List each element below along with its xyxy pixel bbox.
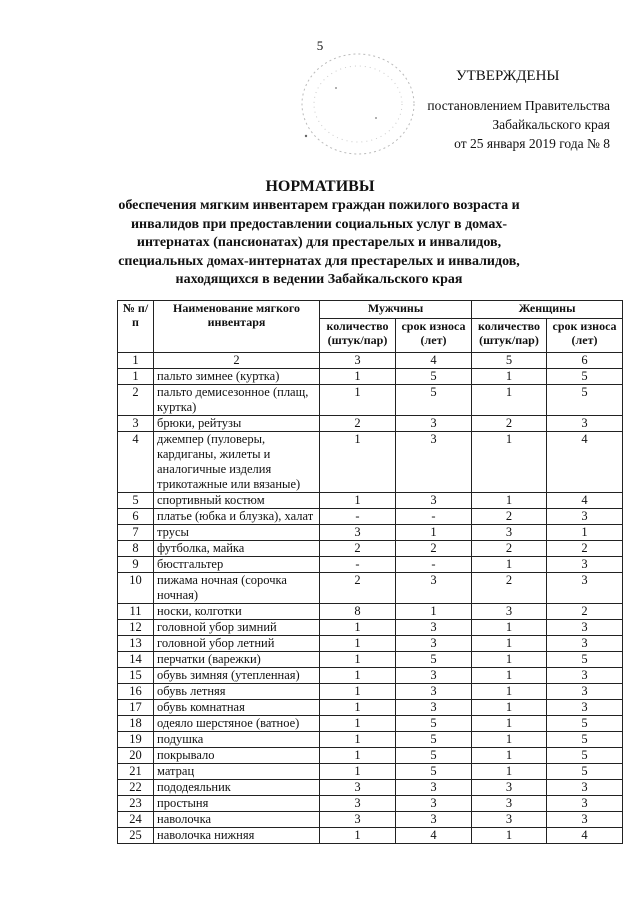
men-quantity: 1: [320, 620, 396, 636]
table-row: [118, 620, 623, 636]
women-quantity: 3: [472, 780, 547, 796]
table-row: [118, 732, 623, 748]
women-quantity: 1: [472, 828, 547, 844]
men-term: 5: [396, 732, 472, 748]
row-number: 3: [118, 416, 154, 432]
men-quantity: 1: [320, 668, 396, 684]
men-quantity: 1: [320, 432, 396, 493]
header-men-term: срок износа (лет): [396, 319, 472, 353]
women-term: 2: [547, 604, 623, 620]
header-women-term: срок износа (лет): [547, 319, 623, 353]
men-quantity: 1: [320, 385, 396, 416]
row-number: 14: [118, 652, 154, 668]
column-numbering-row: [118, 353, 623, 369]
col-number: 4: [396, 353, 472, 369]
item-name: пододеяльник: [154, 780, 320, 796]
women-term: 3: [547, 780, 623, 796]
women-term: 3: [547, 636, 623, 652]
women-term: 3: [547, 509, 623, 525]
women-term: 5: [547, 652, 623, 668]
men-term: 5: [396, 652, 472, 668]
women-quantity: 2: [472, 573, 547, 604]
row-number: 8: [118, 541, 154, 557]
women-quantity: 1: [472, 620, 547, 636]
table-row: [118, 509, 623, 525]
row-number: 15: [118, 668, 154, 684]
item-name: пальто демисезонное (плащ, куртка): [154, 385, 320, 416]
row-number: 22: [118, 780, 154, 796]
table-row: [118, 557, 623, 573]
header-num: № п/п: [118, 301, 154, 353]
women-quantity: 3: [472, 796, 547, 812]
item-name: наволочка: [154, 812, 320, 828]
women-term: 3: [547, 700, 623, 716]
women-term: 5: [547, 764, 623, 780]
men-quantity: 1: [320, 748, 396, 764]
men-term: 3: [396, 493, 472, 509]
approval-decree: [427, 96, 610, 153]
women-term: 5: [547, 716, 623, 732]
row-number: 12: [118, 620, 154, 636]
row-number: 4: [118, 432, 154, 493]
men-term: 3: [396, 780, 472, 796]
men-quantity: 1: [320, 732, 396, 748]
item-name: пижама ночная (сорочка ночная): [154, 573, 320, 604]
men-term: 3: [396, 700, 472, 716]
row-number: 1: [118, 369, 154, 385]
men-term: -: [396, 509, 472, 525]
men-quantity: 2: [320, 573, 396, 604]
table-row: [118, 416, 623, 432]
row-number: 13: [118, 636, 154, 652]
women-quantity: 1: [472, 557, 547, 573]
women-quantity: 2: [472, 509, 547, 525]
men-term: -: [396, 557, 472, 573]
women-term: 3: [547, 557, 623, 573]
men-term: 5: [396, 748, 472, 764]
men-quantity: -: [320, 557, 396, 573]
women-term: 3: [547, 620, 623, 636]
men-quantity: 1: [320, 652, 396, 668]
men-quantity: 1: [320, 636, 396, 652]
item-name: бюстгальтер: [154, 557, 320, 573]
item-name: покрывало: [154, 748, 320, 764]
item-name: брюки, рейтузы: [154, 416, 320, 432]
approval-line-2: Забайкальского края: [492, 117, 610, 132]
women-term: 3: [547, 416, 623, 432]
women-quantity: 2: [472, 541, 547, 557]
page-number: 5: [316, 38, 324, 53]
men-quantity: 1: [320, 700, 396, 716]
men-quantity: 3: [320, 525, 396, 541]
men-term: 5: [396, 716, 472, 732]
row-number: 9: [118, 557, 154, 573]
approval-line-1: постановлением Правительства: [427, 98, 610, 113]
table-row: [118, 748, 623, 764]
women-quantity: 1: [472, 652, 547, 668]
item-name: трусы: [154, 525, 320, 541]
women-term: 2: [547, 541, 623, 557]
women-term: 5: [547, 369, 623, 385]
table-row: [118, 493, 623, 509]
men-term: 3: [396, 416, 472, 432]
women-term: 1: [547, 525, 623, 541]
table-row: [118, 716, 623, 732]
men-term: 5: [396, 385, 472, 416]
women-quantity: 1: [472, 684, 547, 700]
row-number: 2: [118, 385, 154, 416]
men-term: 3: [396, 432, 472, 493]
women-quantity: 1: [472, 385, 547, 416]
document-title: НОРМАТИВЫ: [265, 178, 375, 195]
row-number: 11: [118, 604, 154, 620]
men-quantity: 3: [320, 812, 396, 828]
women-quantity: 1: [472, 764, 547, 780]
approval-line-3: от 25 января 2019 года № 8: [454, 136, 610, 151]
item-name: матрац: [154, 764, 320, 780]
men-term: 5: [396, 369, 472, 385]
col-number: 5: [472, 353, 547, 369]
women-quantity: 2: [472, 416, 547, 432]
table-row: [118, 385, 623, 416]
men-term: 3: [396, 796, 472, 812]
men-quantity: 1: [320, 369, 396, 385]
men-quantity: -: [320, 509, 396, 525]
women-term: 4: [547, 828, 623, 844]
women-quantity: 1: [472, 700, 547, 716]
men-term: 3: [396, 636, 472, 652]
item-name: одеяло шерстяное (ватное): [154, 716, 320, 732]
table-row: [118, 700, 623, 716]
item-name: футболка, майка: [154, 541, 320, 557]
faded-seal-stamp: [296, 48, 420, 160]
item-name: спортивный костюм: [154, 493, 320, 509]
men-term: 2: [396, 541, 472, 557]
women-quantity: 3: [472, 604, 547, 620]
women-quantity: 1: [472, 493, 547, 509]
men-quantity: 1: [320, 764, 396, 780]
men-quantity: 2: [320, 416, 396, 432]
women-quantity: 3: [472, 525, 547, 541]
women-quantity: 1: [472, 716, 547, 732]
men-term: 3: [396, 620, 472, 636]
men-quantity: 3: [320, 796, 396, 812]
women-quantity: 1: [472, 668, 547, 684]
table-row: [118, 780, 623, 796]
row-number: 24: [118, 812, 154, 828]
row-number: 20: [118, 748, 154, 764]
women-term: 3: [547, 684, 623, 700]
row-number: 18: [118, 716, 154, 732]
item-name: носки, колготки: [154, 604, 320, 620]
item-name: обувь зимняя (утепленная): [154, 668, 320, 684]
men-term: 3: [396, 573, 472, 604]
table-row: [118, 812, 623, 828]
norms-table: [117, 300, 623, 844]
row-number: 16: [118, 684, 154, 700]
col-number: 1: [118, 353, 154, 369]
item-name: головной убор летний: [154, 636, 320, 652]
item-name: джемпер (пуловеры, кардиганы, жилеты и аналогичные изделия трикотажные или вязаные): [154, 432, 320, 493]
women-term: 3: [547, 812, 623, 828]
table-row: [118, 668, 623, 684]
women-quantity: 3: [472, 812, 547, 828]
item-name: платье (юбка и блузка), халат: [154, 509, 320, 525]
header-women: Женщины: [472, 301, 623, 319]
women-term: 5: [547, 748, 623, 764]
item-name: перчатки (варежки): [154, 652, 320, 668]
women-quantity: 1: [472, 432, 547, 493]
table-row: [118, 432, 623, 493]
header-name: Наименование мягкого инвентаря: [154, 301, 320, 353]
men-term: 3: [396, 812, 472, 828]
women-term: 3: [547, 796, 623, 812]
header-men: Мужчины: [320, 301, 472, 319]
men-term: 1: [396, 604, 472, 620]
row-number: 5: [118, 493, 154, 509]
item-name: обувь летняя: [154, 684, 320, 700]
table-row: [118, 573, 623, 604]
item-name: простыня: [154, 796, 320, 812]
header-men-qty: количество (штук/пар): [320, 319, 396, 353]
col-number: 6: [547, 353, 623, 369]
women-term: 5: [547, 732, 623, 748]
row-number: 7: [118, 525, 154, 541]
item-name: наволочка нижняя: [154, 828, 320, 844]
row-number: 21: [118, 764, 154, 780]
women-quantity: 1: [472, 748, 547, 764]
table-row: [118, 541, 623, 557]
men-quantity: 1: [320, 716, 396, 732]
men-quantity: 1: [320, 828, 396, 844]
row-number: 10: [118, 573, 154, 604]
men-quantity: 2: [320, 541, 396, 557]
women-quantity: 1: [472, 636, 547, 652]
item-name: пальто зимнее (куртка): [154, 369, 320, 385]
men-quantity: 1: [320, 493, 396, 509]
item-name: головной убор зимний: [154, 620, 320, 636]
item-name: обувь комнатная: [154, 700, 320, 716]
men-quantity: 8: [320, 604, 396, 620]
women-term: 3: [547, 573, 623, 604]
row-number: 6: [118, 509, 154, 525]
women-quantity: 1: [472, 369, 547, 385]
women-term: 4: [547, 493, 623, 509]
table-row: [118, 369, 623, 385]
table-row: [118, 652, 623, 668]
row-number: 23: [118, 796, 154, 812]
women-quantity: 1: [472, 732, 547, 748]
table-row: [118, 525, 623, 541]
row-number: 17: [118, 700, 154, 716]
table-row: [118, 684, 623, 700]
table-row: [118, 796, 623, 812]
row-number: 25: [118, 828, 154, 844]
men-term: 5: [396, 764, 472, 780]
women-term: 3: [547, 668, 623, 684]
table-row: [118, 604, 623, 620]
men-quantity: 3: [320, 780, 396, 796]
men-quantity: 1: [320, 684, 396, 700]
header-women-qty: количество (штук/пар): [472, 319, 547, 353]
table-row: [118, 636, 623, 652]
col-number: 2: [154, 353, 320, 369]
men-term: 1: [396, 525, 472, 541]
table-row: [118, 764, 623, 780]
item-name: подушка: [154, 732, 320, 748]
document-subtitle: обеспечения мягким инвентарем граждан пожилого возраста и инвалидов при предоставлении социальных услуг в домах-интернатах (пансионатах) для престарелых и инвалидов, специальных домах-интернатах для престарелых и инвалидов, находящихся в ведении Забайкальского края: [118, 198, 520, 287]
men-term: 3: [396, 668, 472, 684]
women-term: 5: [547, 385, 623, 416]
men-term: 3: [396, 684, 472, 700]
women-term: 4: [547, 432, 623, 493]
men-term: 4: [396, 828, 472, 844]
approval-title: УТВЕРЖДЕНЫ: [456, 68, 560, 84]
table-row: [118, 828, 623, 844]
row-number: 19: [118, 732, 154, 748]
col-number: 3: [320, 353, 396, 369]
